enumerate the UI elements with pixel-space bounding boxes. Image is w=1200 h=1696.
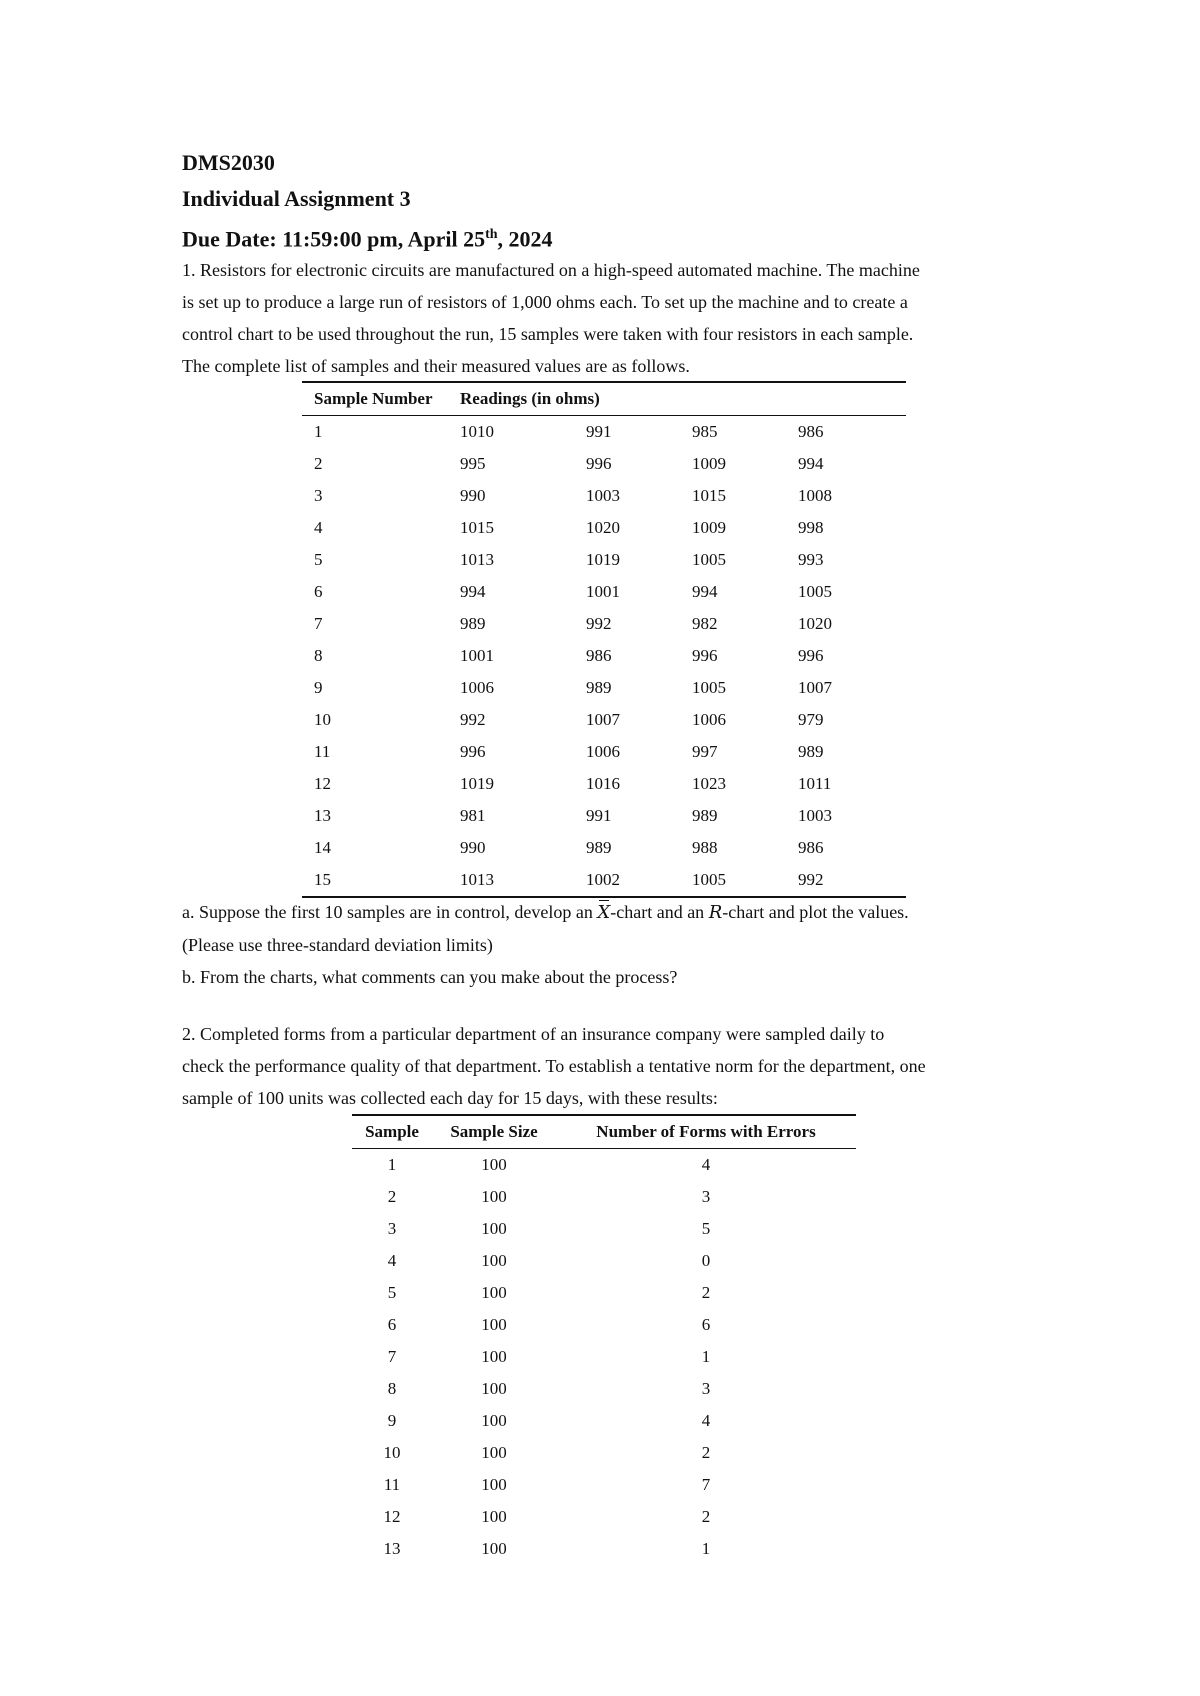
part-a-text-2: -chart and an <box>610 902 709 922</box>
sample-cell: 2 <box>387 1187 397 1206</box>
reading-cell: 1013 <box>460 550 494 569</box>
table-row <box>302 736 906 768</box>
reading-cell: 992 <box>460 710 486 729</box>
reading-cell: 989 <box>586 838 612 857</box>
reading-cell: 992 <box>798 864 906 897</box>
forms-with-errors-cell: 2 <box>701 1443 711 1462</box>
r-symbol: R <box>708 902 723 923</box>
reading-cell: 989 <box>460 614 486 633</box>
sample-size-cell: 100 <box>481 1219 507 1238</box>
part-a-text-3: -chart and plot the values. <box>722 902 909 922</box>
reading-cell: 1023 <box>692 774 726 793</box>
reading-cell: 1015 <box>692 486 726 505</box>
sample-cell: 8 <box>387 1379 397 1398</box>
table-row <box>302 512 906 544</box>
sample-size-cell: 100 <box>481 1315 507 1334</box>
assignment-title: Individual Assignment 3 <box>182 186 411 211</box>
sample-cell: 5 <box>387 1283 397 1302</box>
q1-line: control chart to be used throughout the run, 15 samples were taken with four resistors in each sample. <box>182 324 914 344</box>
sample-size-cell: 100 <box>481 1155 507 1174</box>
reading-cell: 993 <box>798 550 824 569</box>
q1-paragraph <box>182 254 1028 382</box>
due-date-text: Due Date: 11:59:00 pm, April 25 <box>182 226 486 252</box>
sample-number-cell: 10 <box>314 710 331 729</box>
reading-cell: 996 <box>460 742 486 761</box>
due-date <box>182 222 553 252</box>
header-sample-number: Sample Number <box>302 382 460 416</box>
reading-cell: 996 <box>692 646 718 665</box>
sample-cell: 7 <box>387 1347 397 1366</box>
reading-cell: 994 <box>692 582 718 601</box>
table-row <box>302 544 906 576</box>
table-row <box>352 1181 856 1213</box>
table-row <box>352 1341 856 1373</box>
table-row <box>302 416 906 449</box>
reading-cell: 986 <box>798 838 824 857</box>
part-a-text-1: a. Suppose the first 10 samples are in control, develop an <box>182 902 598 922</box>
x-bar-symbol: X <box>597 897 610 929</box>
table-row <box>302 640 906 672</box>
reading-cell: 989 <box>692 806 718 825</box>
reading-cell: 1010 <box>460 422 494 441</box>
course-code: DMS2030 <box>182 150 275 175</box>
part-b-line: b. From the charts, what comments can you make about the process? <box>182 967 678 987</box>
reading-cell: 1001 <box>586 582 620 601</box>
sample-cell: 12 <box>383 1507 401 1526</box>
reading-cell: 990 <box>460 486 486 505</box>
table-row <box>352 1405 856 1437</box>
table-row <box>302 480 906 512</box>
reading-cell: 1005 <box>692 864 798 897</box>
table-row <box>352 1469 856 1501</box>
forms-with-errors-cell: 5 <box>701 1219 711 1238</box>
reading-cell: 1002 <box>586 864 692 897</box>
forms-with-errors-cell: 1 <box>701 1539 711 1558</box>
table-row <box>352 1277 856 1309</box>
reading-cell: 1005 <box>692 550 726 569</box>
reading-cell: 1007 <box>586 710 620 729</box>
sample-cell: 6 <box>387 1315 397 1334</box>
q1-part-a <box>182 896 1028 993</box>
forms-with-errors-cell: 3 <box>701 1379 711 1398</box>
q1-line: 1. Resistors for electronic circuits are manufactured on a high-speed automated machine. The machine <box>182 260 920 280</box>
reading-cell: 1020 <box>586 518 620 537</box>
table-row <box>352 1533 856 1565</box>
forms-with-errors-cell: 0 <box>701 1251 711 1270</box>
table-row <box>352 1213 856 1245</box>
sample-number-cell: 2 <box>314 454 323 473</box>
sample-cell: 9 <box>387 1411 397 1430</box>
due-date-suffix: th <box>485 227 498 242</box>
sample-number-cell: 7 <box>314 614 323 633</box>
table-row <box>302 800 906 832</box>
forms-with-errors-cell: 4 <box>701 1411 711 1430</box>
reading-cell: 1011 <box>798 774 832 793</box>
sample-number-cell: 3 <box>314 486 323 505</box>
reading-cell: 1009 <box>692 454 726 473</box>
header-forms-with-errors: Number of Forms with Errors <box>556 1115 856 1149</box>
sample-number-cell: 9 <box>314 678 323 697</box>
forms-with-errors-cell: 1 <box>701 1347 711 1366</box>
sample-number-cell: 8 <box>314 646 323 665</box>
reading-cell: 1005 <box>798 582 832 601</box>
reading-cell: 1005 <box>692 678 726 697</box>
reading-cell: 986 <box>798 422 824 441</box>
reading-cell: 1006 <box>692 710 726 729</box>
reading-cell: 997 <box>692 742 718 761</box>
q2-line: 2. Completed forms from a particular department of an insurance company were sampled daily to <box>182 1024 885 1044</box>
sample-size-cell: 100 <box>481 1539 507 1558</box>
sample-cell: 13 <box>383 1539 401 1558</box>
reading-cell: 982 <box>692 614 718 633</box>
table-row <box>352 1373 856 1405</box>
table-row <box>352 1309 856 1341</box>
sample-number-cell: 5 <box>314 550 323 569</box>
reading-cell: 1008 <box>798 486 832 505</box>
reading-cell: 996 <box>798 646 824 665</box>
sample-size-cell: 100 <box>481 1283 507 1302</box>
sample-number-cell: 6 <box>314 582 323 601</box>
reading-cell: 1016 <box>586 774 620 793</box>
sample-size-cell: 100 <box>481 1475 507 1494</box>
sample-number-cell: 12 <box>314 774 331 793</box>
sample-number-cell: 4 <box>314 518 323 537</box>
forms-with-errors-cell: 6 <box>701 1315 711 1334</box>
reading-cell: 992 <box>586 614 612 633</box>
resistor-readings-table <box>302 381 906 898</box>
forms-with-errors-cell: 3 <box>701 1187 711 1206</box>
header-sample: Sample <box>352 1115 432 1149</box>
sample-size-cell: 100 <box>481 1443 507 1462</box>
q1-line: The complete list of samples and their measured values are as follows. <box>182 356 690 376</box>
table-row <box>302 832 906 864</box>
forms-with-errors-cell: 2 <box>701 1283 711 1302</box>
reading-cell: 988 <box>692 838 718 857</box>
reading-cell: 995 <box>460 454 486 473</box>
table-row <box>302 608 906 640</box>
forms-table-body <box>352 1149 856 1566</box>
part-a-line <box>182 896 1028 929</box>
reading-cell: 1007 <box>798 678 832 697</box>
reading-cell: 1015 <box>460 518 494 537</box>
table-row <box>302 704 906 736</box>
reading-cell: 985 <box>692 422 718 441</box>
reading-cell: 1001 <box>460 646 494 665</box>
due-date-year: , 2024 <box>497 226 553 252</box>
table-row <box>302 672 906 704</box>
reading-cell: 1006 <box>586 742 620 761</box>
sample-cell: 3 <box>387 1219 397 1238</box>
reading-cell: 979 <box>798 710 824 729</box>
reading-cell: 1003 <box>798 806 832 825</box>
forms-table-header <box>352 1115 856 1149</box>
q1-line: is set up to produce a large run of resistors of 1,000 ohms each. To set up the machine and to create a <box>182 292 908 312</box>
sample-size-cell: 100 <box>481 1379 507 1398</box>
sample-cell: 10 <box>383 1443 401 1462</box>
header-sample-size: Sample Size <box>432 1115 556 1149</box>
table-row <box>352 1245 856 1277</box>
q2-paragraph <box>182 1018 1028 1114</box>
sample-number-cell: 1 <box>314 422 323 441</box>
sample-number-cell: 11 <box>314 742 331 761</box>
reading-cell: 996 <box>586 454 612 473</box>
sample-size-cell: 100 <box>481 1251 507 1270</box>
sample-number-cell: 13 <box>314 806 331 825</box>
table-row <box>352 1149 856 1182</box>
table-row <box>352 1501 856 1533</box>
forms-with-errors-cell: 4 <box>701 1155 711 1174</box>
table-row <box>302 576 906 608</box>
reading-cell: 994 <box>460 582 486 601</box>
sample-size-cell: 100 <box>481 1347 507 1366</box>
sample-number-cell: 15 <box>302 864 460 897</box>
reading-cell: 1006 <box>460 678 494 697</box>
table-row <box>302 864 906 897</box>
part-a-line-2: (Please use three-standard deviation limits) <box>182 935 493 955</box>
header-readings: Readings (in ohms) <box>460 382 906 416</box>
reading-cell: 1003 <box>586 486 620 505</box>
sample-size-cell: 100 <box>481 1411 507 1430</box>
sample-number-cell: 14 <box>314 838 331 857</box>
reading-cell: 981 <box>460 806 486 825</box>
reading-cell: 1020 <box>798 614 832 633</box>
forms-with-errors-cell: 7 <box>701 1475 711 1494</box>
reading-cell: 989 <box>798 742 824 761</box>
reading-cell: 1009 <box>692 518 726 537</box>
reading-cell: 991 <box>586 422 612 441</box>
resistor-table-body <box>302 416 906 898</box>
table-row <box>302 448 906 480</box>
sample-cell: 4 <box>387 1251 397 1270</box>
reading-cell: 989 <box>586 678 612 697</box>
resistor-table-header <box>302 382 906 416</box>
forms-with-errors-cell: 2 <box>701 1507 711 1526</box>
sample-size-cell: 100 <box>481 1507 507 1526</box>
reading-cell: 1013 <box>460 864 586 897</box>
sample-size-cell: 100 <box>481 1187 507 1206</box>
sample-cell: 11 <box>383 1475 401 1494</box>
reading-cell: 1019 <box>586 550 620 569</box>
sample-cell: 1 <box>387 1155 397 1174</box>
reading-cell: 990 <box>460 838 486 857</box>
forms-errors-table <box>352 1114 856 1565</box>
table-row <box>302 768 906 800</box>
table-row <box>352 1437 856 1469</box>
reading-cell: 998 <box>798 518 824 537</box>
reading-cell: 986 <box>586 646 612 665</box>
reading-cell: 994 <box>798 454 824 473</box>
reading-cell: 1019 <box>460 774 494 793</box>
q2-line: sample of 100 units was collected each day for 15 days, with these results: <box>182 1088 718 1108</box>
reading-cell: 991 <box>586 806 612 825</box>
q2-line: check the performance quality of that department. To establish a tentative norm for the department, one <box>182 1056 926 1076</box>
